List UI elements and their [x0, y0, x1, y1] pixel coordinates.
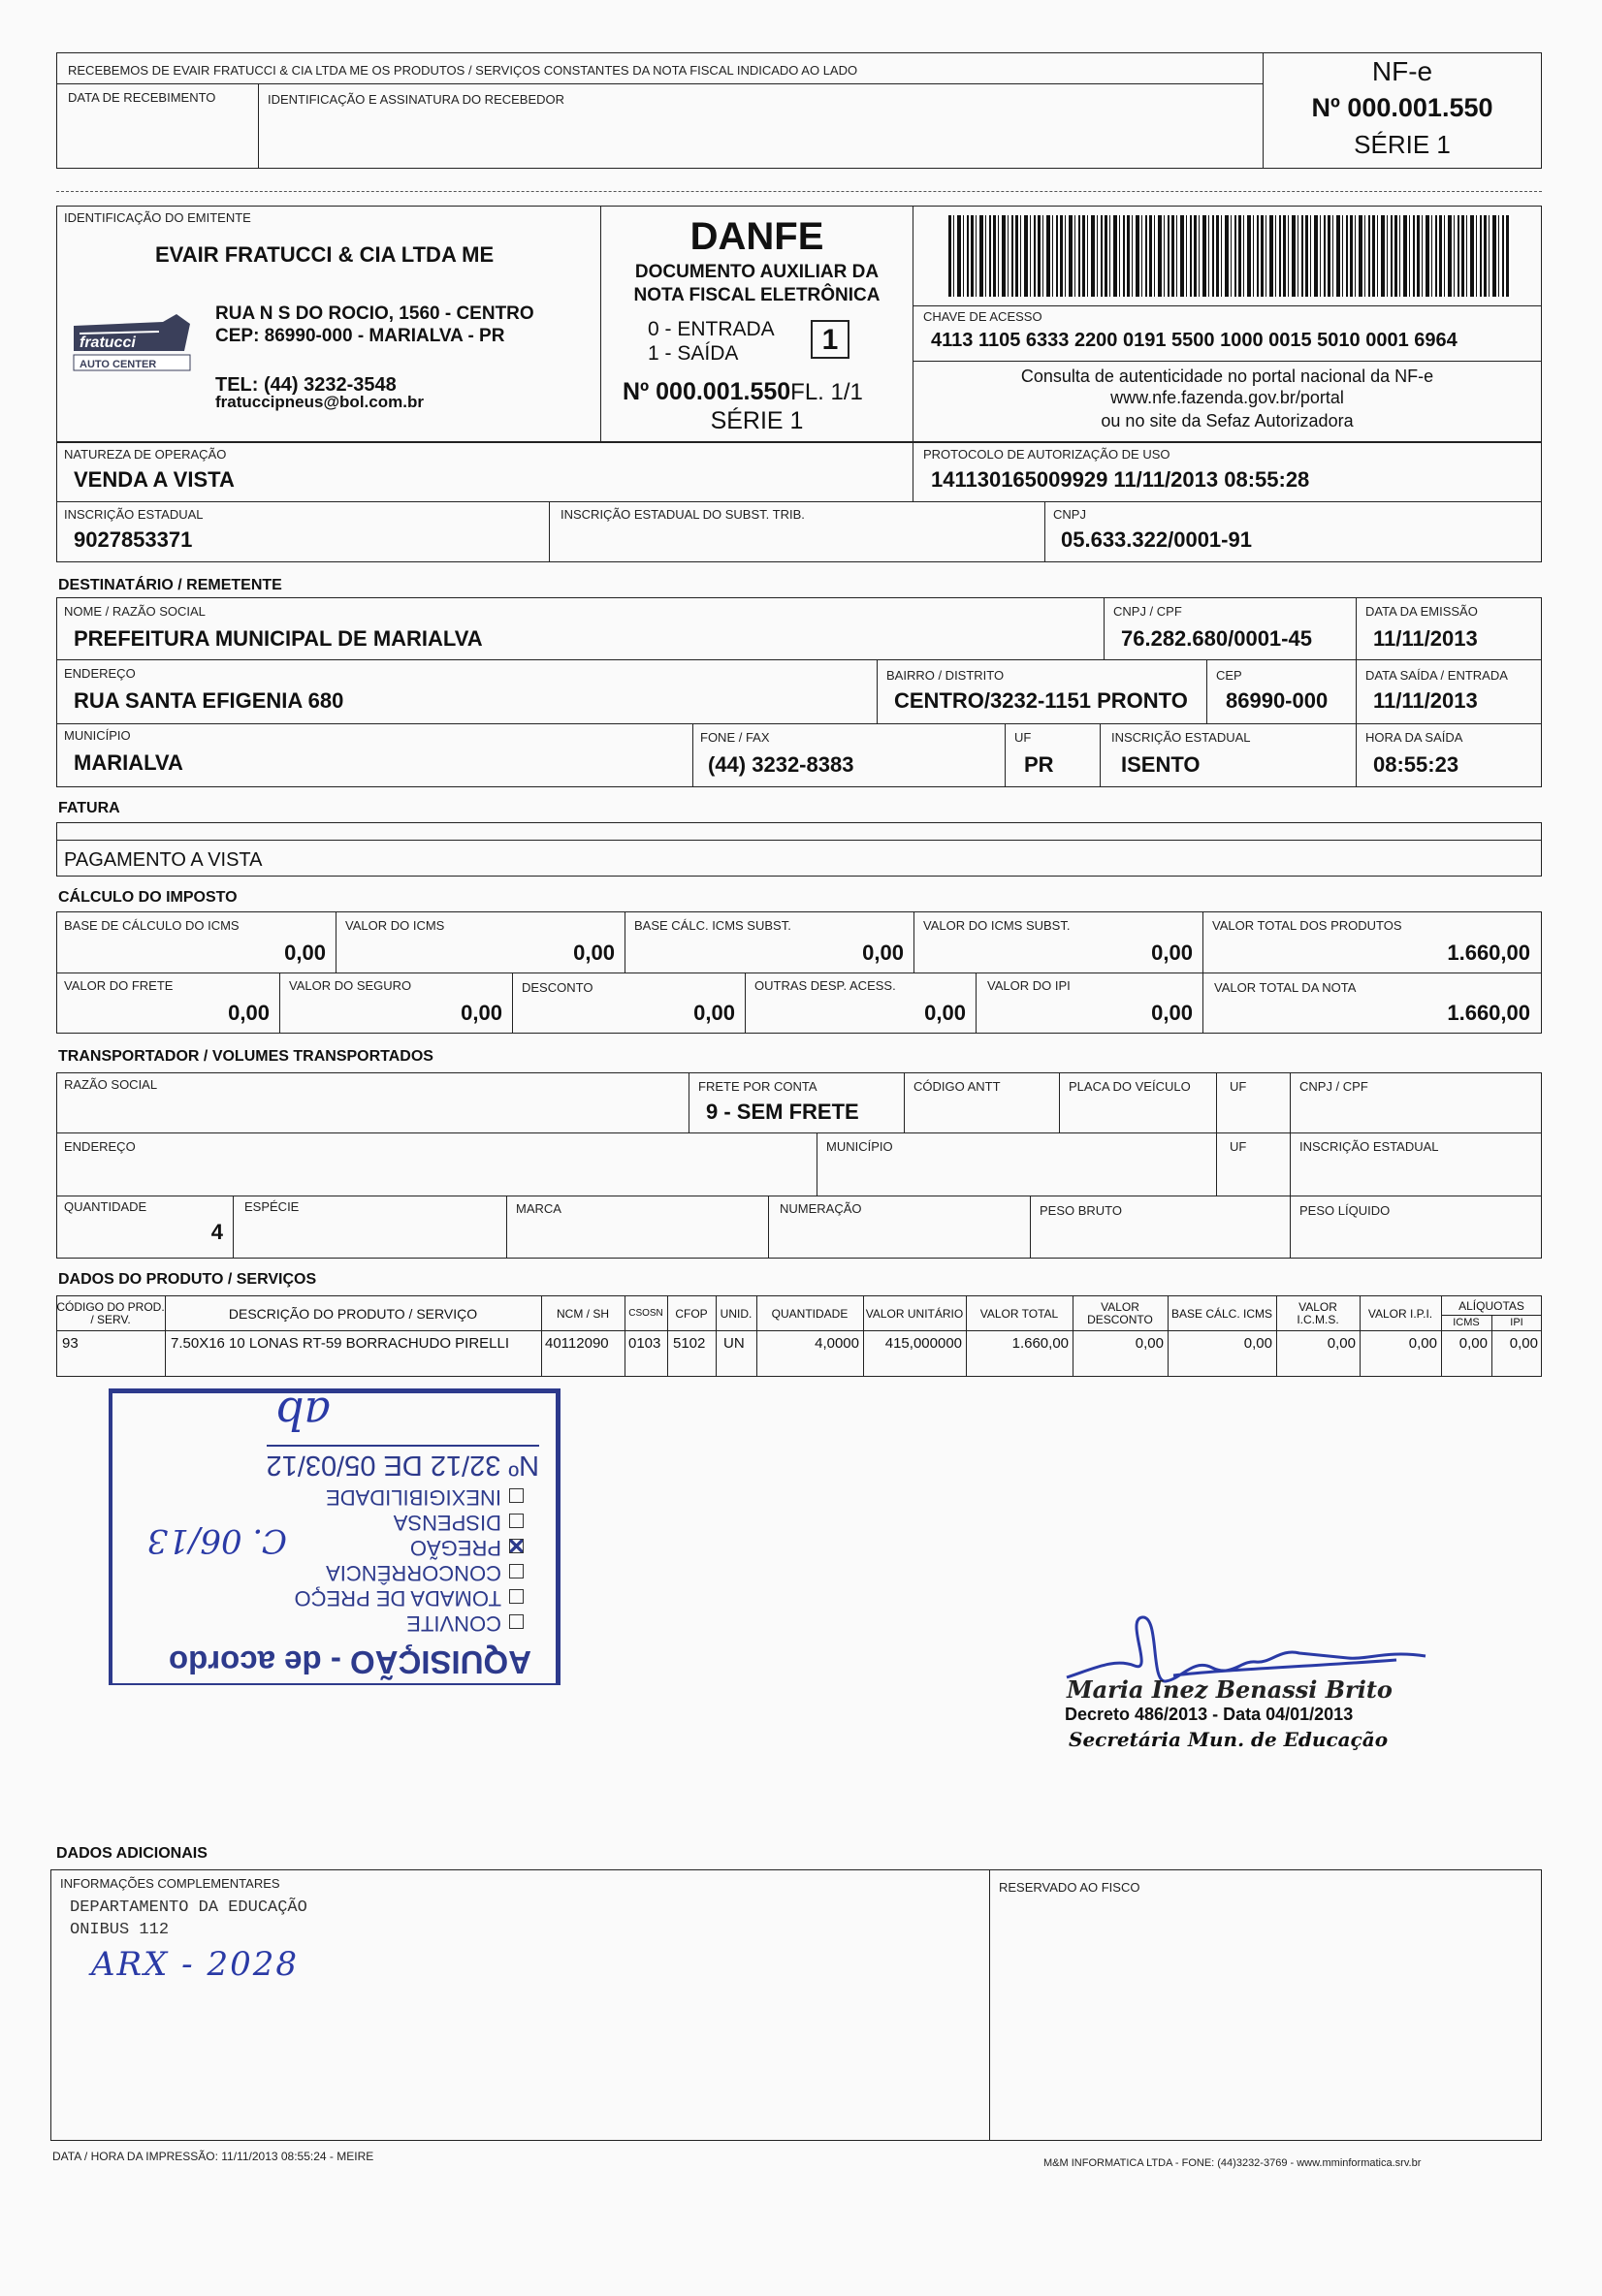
tax-total-note-label: VALOR TOTAL DA NOTA: [1214, 980, 1357, 995]
transport-section-label: TRANSPORTADOR / VOLUMES TRANSPORTADOS: [58, 1048, 433, 1065]
danfe-series: SÉRIE 1: [710, 407, 804, 434]
recipient-section-label: DESTINATÁRIO / REMETENTE: [58, 577, 282, 593]
receipt-statement: RECEBEMOS DE EVAIR FRATUCCI & CIA LTDA ME OS PRODUTOS / SERVIÇOS CONSTANTES DA NOTA FISCAL INDICADO AO LADO: [68, 63, 858, 78]
td-icms: 0,00: [1327, 1335, 1356, 1352]
svg-text:fratucci: fratucci: [80, 335, 136, 351]
td-discount: 0,00: [1135, 1335, 1164, 1352]
tax-ipi-value: 0,00: [1151, 1001, 1193, 1025]
protocol-value: 141130165009929 11/11/2013 08:55:28: [931, 467, 1310, 492]
transport-freight-label: FRETE POR CONTA: [698, 1079, 817, 1094]
td-unit: UN: [723, 1335, 745, 1352]
transport-numbering-label: NUMERAÇÃO: [780, 1201, 862, 1216]
th-csosn: CSOSN: [628, 1307, 663, 1319]
td-desc: 7.50X16 10 LONAS RT-59 BORRACHUDO PIRELLI: [171, 1335, 510, 1352]
danfe-entry-label: 0 - ENTRADA: [648, 318, 775, 340]
tax-section-label: CÁLCULO DO IMPOSTO: [58, 889, 238, 906]
procurement-stamp: [109, 1388, 561, 1685]
tax-total-products-label: VALOR TOTAL DOS PRODUTOS: [1212, 918, 1402, 933]
transport-uf2-label: UF: [1230, 1139, 1247, 1154]
stamp-checkbox-2: [509, 1514, 524, 1528]
transport-qty: 4: [210, 1220, 223, 1244]
nature-value: VENDA A VISTA: [74, 467, 235, 492]
tax-icms-value: 0,00: [573, 941, 615, 965]
td-code: 93: [62, 1335, 79, 1352]
exit-date-label: DATA SAÍDA / ENTRADA: [1365, 668, 1508, 683]
stamp-checkbox-6: [509, 1614, 524, 1629]
danfe-title: DANFE: [689, 215, 824, 258]
tax-other-value: 0,00: [924, 1001, 966, 1025]
invoice-payment: PAGAMENTO A VISTA: [64, 849, 263, 871]
recipient-cep-label: CEP: [1216, 668, 1242, 683]
access-key: 4113 1105 6333 2200 0191 5500 1000 0015 5010 0001 6964: [931, 330, 1458, 351]
tax-base-st-label: BASE CÁLC. ICMS SUBST.: [634, 918, 791, 933]
tax-icms-st-label: VALOR DO ICMS SUBST.: [923, 918, 1071, 933]
issuer-cnpj-value: 05.633.322/0001-91: [1061, 527, 1252, 552]
td-cfop: 5102: [673, 1335, 706, 1352]
transport-brand-label: MARCA: [516, 1201, 561, 1216]
recipient-name-label: NOME / RAZÃO SOCIAL: [64, 604, 206, 619]
th-code: CÓDIGO DO PROD. / SERV.: [56, 1300, 165, 1326]
stamp-checkbox-3-checked: [509, 1539, 524, 1553]
danfe-exit-label: 1 - SAÍDA: [648, 342, 739, 365]
th-rate-ipi: IPI: [1510, 1316, 1523, 1328]
access-consult-3: ou no site da Sefaz Autorizadora: [1101, 411, 1354, 430]
recipient-city: MARIALVA: [74, 750, 183, 775]
issuer-ie-value: 9027853371: [74, 527, 193, 552]
additional-section-label: DADOS ADICIONAIS: [56, 1845, 208, 1862]
stamp-handwritten-side: C. 06/13: [146, 1521, 287, 1560]
exit-time-label: HORA DA SAÍDA: [1365, 730, 1463, 745]
transport-antt-label: CÓDIGO ANTT: [913, 1079, 1001, 1094]
transport-net-label: PESO LÍQUIDO: [1299, 1203, 1391, 1218]
exit-date: 11/11/2013: [1373, 688, 1478, 713]
transport-cnpj-label: CNPJ / CPF: [1299, 1079, 1368, 1094]
stamp-option-5: TOMADA DE PREÇO: [294, 1585, 531, 1610]
invoice-box: [56, 822, 1542, 877]
operation-box: [56, 442, 1542, 562]
cut-line: [56, 191, 1542, 192]
tax-base-st-value: 0,00: [862, 941, 904, 965]
transport-plate-label: PLACA DO VEÍCULO: [1069, 1079, 1191, 1094]
stamp-option-3: PREGÃO: [410, 1535, 531, 1560]
access-barcode: [948, 215, 1511, 297]
signature-name: Maria Inez Benassi Brito: [1067, 1675, 1393, 1704]
th-discount: VALOR DESCONTO: [1087, 1300, 1153, 1326]
th-icms: VALOR I.C.M.S.: [1297, 1300, 1339, 1326]
td-total: 1.660,00: [1011, 1335, 1069, 1352]
td-qty: 4,0000: [815, 1335, 859, 1352]
tax-insurance-label: VALOR DO SEGURO: [289, 978, 412, 993]
transport-uf-label: UF: [1230, 1079, 1247, 1094]
nature-label: NATUREZA DE OPERAÇÃO: [64, 447, 227, 462]
recipient-cnpj-label: CNPJ / CPF: [1113, 604, 1182, 619]
th-ipi: VALOR I.P.I.: [1367, 1306, 1433, 1321]
transport-ie-label: INSCRIÇÃO ESTADUAL: [1299, 1139, 1439, 1154]
info-line-2: ONIBUS 112: [70, 1921, 170, 1939]
th-ncm: NCM / SH: [557, 1306, 609, 1321]
stamp-option-4: CONCORRÊNCIA: [326, 1560, 531, 1585]
th-unit-value: VALOR UNITÁRIO: [865, 1306, 964, 1321]
td-rate-ipi: 0,00: [1509, 1335, 1538, 1352]
td-ipi: 0,00: [1408, 1335, 1437, 1352]
tax-total-products-value: 1.660,00: [1447, 941, 1530, 965]
issuer-address: RUA N S DO ROCIO, 1560 - CENTRO: [215, 303, 534, 324]
th-rate-icms: ICMS: [1453, 1316, 1480, 1328]
access-consult-2: www.nfe.fazenda.gov.br/portal: [1110, 388, 1344, 407]
products-section-label: DADOS DO PRODUTO / SERVIÇOS: [58, 1271, 317, 1288]
info-line-1: DEPARTAMENTO DA EDUCAÇÃO: [70, 1898, 307, 1917]
tax-discount-label: DESCONTO: [522, 980, 593, 995]
exit-time: 08:55:23: [1373, 752, 1459, 777]
invoice-section-label: FATURA: [58, 800, 120, 816]
issuer-ie-st-label: INSCRIÇÃO ESTADUAL DO SUBST. TRIB.: [561, 507, 805, 522]
footer-software: M&M INFORMATICA LTDA - FONE: (44)3232-3769 - www.mminformatica.srv.br: [1043, 2157, 1422, 2169]
danfe-subtitle-1: DOCUMENTO AUXILIAR DA: [634, 262, 880, 282]
transport-gross-label: PESO BRUTO: [1040, 1203, 1123, 1218]
recipient-phone-label: FONE / FAX: [700, 730, 770, 745]
danfe-number-value: Nº 000.001.550: [623, 378, 791, 405]
transport-species-label: ESPÉCIE: [244, 1199, 300, 1214]
nfe-number: Nº 000.001.550: [1311, 93, 1493, 122]
recipient-cep: 86990-000: [1226, 688, 1329, 713]
issuer-phone: TEL: (44) 3232-3548: [215, 374, 397, 396]
danfe-subtitle-2: NOTA FISCAL ELETRÔNICA: [633, 285, 881, 305]
tax-ipi-label: VALOR DO IPI: [987, 978, 1071, 993]
danfe-type-box: 1: [811, 320, 849, 359]
tax-icms-st-value: 0,00: [1151, 941, 1193, 965]
tax-icms-label: VALOR DO ICMS: [345, 918, 445, 933]
td-unit-value: 415,000000: [884, 1335, 962, 1352]
th-rates: ALÍQUOTAS: [1458, 1298, 1524, 1313]
tax-discount-value: 0,00: [693, 1001, 735, 1025]
recipient-address-label: ENDEREÇO: [64, 666, 136, 681]
recipient-uf-label: UF: [1014, 730, 1032, 745]
tax-freight-label: VALOR DO FRETE: [64, 978, 174, 993]
th-total: VALOR TOTAL: [979, 1306, 1059, 1321]
recipient-city-label: MUNICÍPIO: [64, 728, 131, 743]
nfe-label: NF-e: [1371, 56, 1433, 86]
transport-name-label: RAZÃO SOCIAL: [64, 1077, 158, 1092]
nfe-series: SÉRIE 1: [1354, 130, 1451, 159]
stamp-option-2: DISPENSA: [394, 1510, 531, 1535]
issuer-cep: CEP: 86990-000 - MARIALVA - PR: [215, 326, 505, 346]
th-desc: DESCRIÇÃO DO PRODUTO / SERVIÇO: [228, 1305, 478, 1322]
tax-total-note-value: 1.660,00: [1447, 1001, 1530, 1025]
issue-date-label: DATA DA EMISSÃO: [1365, 604, 1478, 619]
th-unit: UNID.: [720, 1306, 753, 1321]
danfe-sheet: FL. 1/1: [790, 379, 863, 405]
stamp-number-line: Nº 32/12 DE 05/03/12: [267, 1445, 539, 1481]
info-label: INFORMAÇÕES COMPLEMENTARES: [60, 1876, 280, 1891]
th-base: BASE CÁLC. ICMS: [1170, 1306, 1273, 1321]
issuer-logo: [70, 312, 206, 378]
th-cfop: CFOP: [675, 1306, 708, 1321]
tax-insurance-value: 0,00: [461, 1001, 502, 1025]
signature: [1057, 1600, 1445, 1751]
recipient-cnpj: 76.282.680/0001-45: [1121, 626, 1312, 651]
fisco-label: RESERVADO AO FISCO: [999, 1880, 1140, 1895]
issuer-ie-label: INSCRIÇÃO ESTADUAL: [64, 507, 204, 522]
recipient-ie: ISENTO: [1121, 752, 1201, 777]
stamp-checkbox-1: [509, 1488, 524, 1503]
td-ncm: 40112090: [545, 1335, 609, 1352]
receipt-date-label: DATA DE RECEBIMENTO: [68, 90, 216, 105]
footer-printed: DATA / HORA DA IMPRESSÃO: 11/11/2013 08:55:24 - MEIRE: [52, 2150, 374, 2163]
recipient-name: PREFEITURA MUNICIPAL DE MARIALVA: [74, 626, 483, 651]
access-key-label: CHAVE DE ACESSO: [923, 309, 1042, 324]
transport-city-label: MUNICÍPIO: [826, 1139, 893, 1154]
stamp-footer: AQUISIÇÃO - de acordo: [168, 1644, 531, 1680]
recipient-address: RUA SANTA EFIGENIA 680: [74, 688, 344, 713]
issuer-section-label: IDENTIFICAÇÃO DO EMITENTE: [64, 210, 251, 225]
svg-text:AUTO CENTER: AUTO CENTER: [80, 359, 157, 370]
issuer-email: fratuccipneus@bol.com.br: [215, 393, 424, 411]
issue-date: 11/11/2013: [1373, 626, 1478, 651]
td-base: 0,00: [1243, 1335, 1272, 1352]
info-handwritten: ARX - 2028: [91, 1945, 299, 1984]
access-consult-1: Consulta de autenticidade no portal nacional da NF-e: [1020, 367, 1434, 386]
transport-freight: 9 - SEM FRETE: [706, 1100, 859, 1124]
tax-other-label: OUTRAS DESP. ACESS.: [754, 978, 896, 993]
tax-base-icms-label: BASE DE CÁLCULO DO ICMS: [64, 918, 240, 933]
td-rate-icms: 0,00: [1458, 1335, 1488, 1352]
danfe-number: [623, 378, 863, 406]
stamp-option-6: CONVITE: [406, 1610, 531, 1636]
stamp-option-1: INEXIGIBILIDADE: [326, 1484, 531, 1510]
recipient-district-label: BAIRRO / DISTRITO: [886, 668, 1005, 683]
issuer-name: EVAIR FRATUCCI & CIA LTDA ME: [155, 242, 495, 267]
issuer-cnpj-label: CNPJ: [1053, 507, 1086, 522]
receipt-signature-label: IDENTIFICAÇÃO E ASSINATURA DO RECEBEDOR: [268, 92, 565, 107]
stamp-checkbox-4: [509, 1564, 524, 1578]
stamp-checkbox-5: [509, 1589, 524, 1604]
tax-base-icms-value: 0,00: [284, 941, 326, 965]
tax-freight-value: 0,00: [228, 1001, 270, 1025]
protocol-label: PROTOCOLO DE AUTORIZAÇÃO DE USO: [923, 447, 1170, 462]
recipient-uf: PR: [1024, 752, 1054, 777]
signature-role: Secretária Mun. de Educação: [1069, 1728, 1389, 1751]
recipient-ie-label: INSCRIÇÃO ESTADUAL: [1111, 730, 1251, 745]
transport-qty-label: QUANTIDADE: [64, 1199, 147, 1214]
recipient-district: CENTRO/3232-1151 PRONTO: [894, 688, 1188, 713]
transport-address-label: ENDEREÇO: [64, 1139, 136, 1154]
stamp-handwritten-top: ab: [275, 1387, 331, 1440]
recipient-phone: (44) 3232-8383: [708, 752, 854, 777]
td-csosn: 0103: [628, 1335, 661, 1352]
th-qty: QUANTIDADE: [771, 1306, 849, 1321]
signature-decree: Decreto 486/2013 - Data 04/01/2013: [1065, 1705, 1354, 1724]
